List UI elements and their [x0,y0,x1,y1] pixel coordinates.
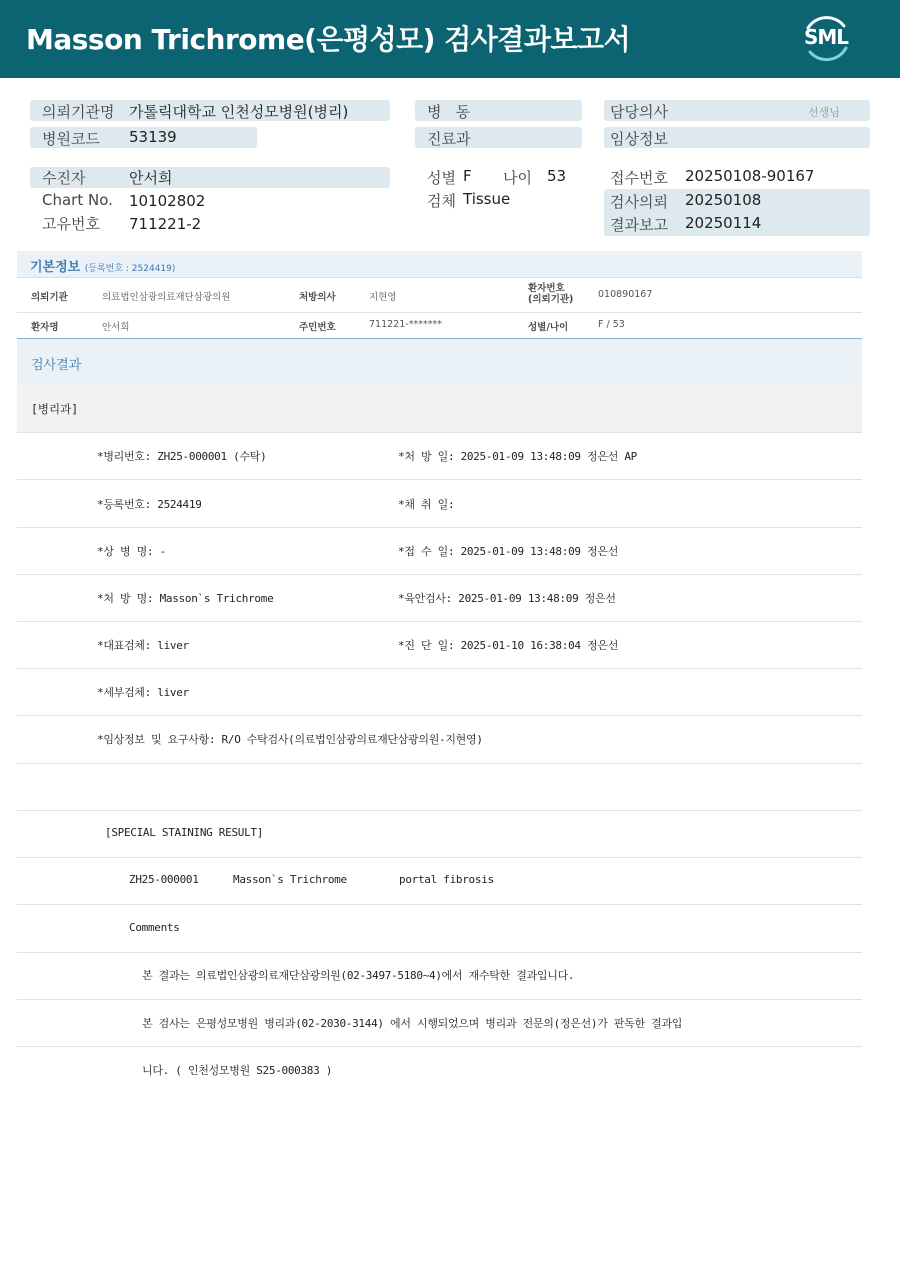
chart-label: Chart No. [42,191,113,209]
diagnosis-name: *상 병 명: - [97,545,166,558]
special-specimen-id: ZH25-000001 [129,873,199,886]
institution-label: 의뢰기관명 [42,103,115,121]
sex-age-label: 성별/나이 [528,322,569,333]
sml-logo [798,12,854,66]
org-value: 의료법인삼광의료재단삼광의원 [102,292,231,303]
department-bar [17,385,862,433]
department-label: 진료과 [427,130,471,148]
unique-id-label: 고유번호 [42,215,100,233]
department-name: [병리과] [31,402,79,416]
row-divider [17,668,862,669]
report-header [0,0,900,78]
main-specimen: *대표검체: liver [97,639,189,652]
basic-info-title [30,256,175,275]
row-divider [17,1046,862,1047]
row-divider [17,857,862,858]
comment-line-1: 본 결과는 의료법인삼광의료재단삼광의원(02-3497-5180~4)에서 재수탁한 결과입니다. [142,969,575,982]
basic-info-title-text: 기본정보 [30,260,81,275]
basic-info-subtitle: (등록번호 : 2524419) [84,264,176,274]
comment-line-2: 본 검사는 은평성모병원 병리과(02-2030-3144) 에서 시행되었으며 병리과 전문의(정은선)가 판독한 결과입 [142,1017,683,1030]
diagnosis-date: *진 단 일: 2025-01-10 16:38:04 정은선 [398,639,619,652]
report-value: 20250114 [685,214,762,232]
prescriber-value: 지현영 [369,292,397,303]
result-header [17,338,862,386]
basic-info-row-2 [17,313,862,337]
patient-no-label-line2: (의뢰기관) [528,294,574,305]
result-title: 검사결과 [31,358,82,373]
sex-age-value: F / 53 [598,319,625,330]
prescriber-label: 처방의사 [299,292,336,303]
sex-label: 성별 [427,169,456,187]
patient-name-label: 환자명 [31,322,59,333]
patient-no-label-line1: 환자번호 [528,283,565,294]
specimen-label: 검체 [427,192,456,210]
chart-value: 10102802 [129,192,206,210]
row-divider [17,904,862,905]
rrn-value: 711221-******* [369,319,442,330]
patient-value: 안서희 [129,169,173,187]
detail-specimen: *세부검체: liver [97,686,189,699]
age-label: 나이 [503,169,532,187]
row-divider [17,763,862,764]
gross-exam-date: *육안검사: 2025-01-09 13:48:09 정은선 [398,592,616,605]
patient-no-value: 010890167 [598,289,653,300]
specimen-value: Tissue [463,190,511,208]
basic-info-header [17,251,862,278]
clinical-info-label: 임상정보 [610,130,668,148]
patient-name-value: 안서희 [102,322,130,333]
report-title: Masson Trichrome(은평성모) 검사결과보고서 [26,23,631,56]
patient-label: 수진자 [42,169,86,187]
row-divider [17,810,862,811]
registration-no: *등록번호: 2524419 [97,498,202,511]
comment-line-3: 니다. ( 인천성모병원 S25-000383 ) [142,1064,333,1077]
hospital-code-label: 병원코드 [42,130,100,148]
prescription-date: *처 방 일: 2025-01-09 13:48:09 정은선 AP [398,450,637,463]
row-divider [17,621,862,622]
basic-info-row-1 [17,278,862,313]
clinical-request: *임상정보 및 요구사항: R/O 수탁검사(의료법인삼광의료재단삼광의원-지현영) [97,733,483,746]
ward-label: 병 동 [427,103,471,121]
institution-value: 가톨릭대학교 인천성모병원(병리) [129,103,349,121]
receipt-no-value: 20250108-90167 [685,167,815,185]
comments-heading: Comments [129,921,180,934]
report-label: 결과보고 [610,216,668,234]
logo-text: SML [803,25,849,49]
prescription-name: *처 방 명: Masson`s Trichrome [97,592,274,605]
rrn-label: 주민번호 [299,322,336,333]
pathology-no: *병리번호: ZH25-000001 (수탁) [97,450,267,463]
row-divider [17,999,862,1000]
doctor-suffix: 선생님 [808,106,840,119]
age-value: 53 [547,167,567,185]
receipt-no-label: 접수번호 [610,169,668,187]
special-test-name: Masson`s Trichrome [233,873,347,886]
row-divider [17,715,862,716]
unique-id-value: 711221-2 [129,215,202,233]
row-divider [17,952,862,953]
special-result: portal fibrosis [399,873,494,886]
row-divider [17,574,862,575]
row-divider [17,527,862,528]
patient-no-label [528,283,573,305]
collection-date: *채 취 일: [398,498,455,511]
doctor-label: 담당의사 [610,103,668,121]
hospital-code-value: 53139 [129,128,177,146]
sex-value: F [463,167,472,185]
receipt-date: *접 수 일: 2025-01-09 13:48:09 정은선 [398,545,619,558]
org-label: 의뢰기관 [31,292,68,303]
request-label: 검사의뢰 [610,193,668,211]
special-staining-header: [SPECIAL STAINING RESULT] [105,826,264,839]
row-divider [17,479,862,480]
request-value: 20250108 [685,191,762,209]
